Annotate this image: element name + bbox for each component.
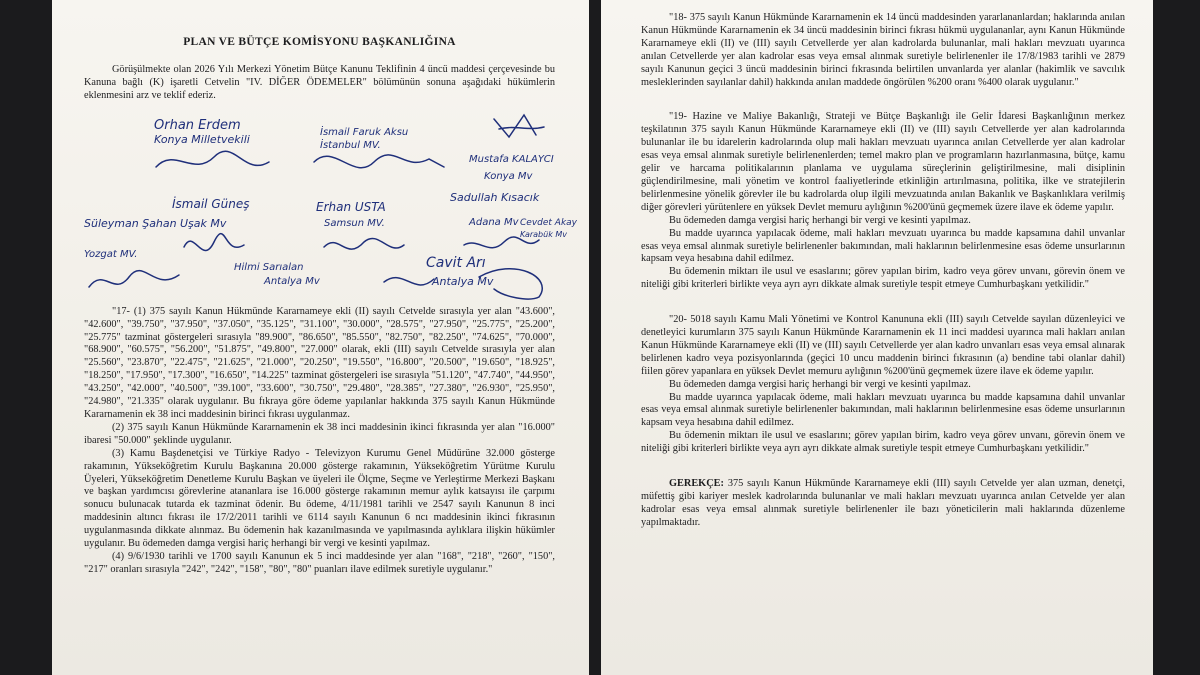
- article-20-tax: Bu ödemeden damga vergisi hariç herhangi bir vergi ve kesinti yapılmaz.: [669, 378, 971, 390]
- article-20-authority: Bu ödemenin miktarı ile usul ve esaslarını; görev yapılan birim, kadro veya görev unvanı, görevin önem ve niteliği gibi kriterleri birlikte veya ayrı ayrı dikkate almak suretiyle tespit etmeye Cumhurbaşkanı yetkilidir.": [641, 430, 1125, 455]
- signature-stroke: [384, 277, 434, 284]
- justification-paragraph: [641, 478, 1125, 530]
- article-17-para-1: "17- (1) 375 sayılı Kanun Hükmünde Kararnameye ekli (II) sayılı Cetvelde sırasıyla yer alan "43.600", "42.600", "39.750", "37.950", "37.050", "35.125", "31.100", "30.000", "28.575", "27.950", "25.775", "25.200", "25.775" tazminat göstergeleri sırasıyla "89.900", "86.650", "85.550", "82.750", "82.250", "74.625", "70.000", "68.900", "60.575", "56.200", "51.875", "49.800", "27.000" olarak, ekli (III) sayılı Cetvelde sırasıyla yer alan "25.560", "23.870", "22.475", "21.625", "21.000", "20.250", "19.550", "16.800", "20.500", "19.650", "18.925", "18.250", "17.950", "17.300", "16.650", "14.225" tazminat göstergeleri ise sırasıyla "51.120", "47.740", "44.950", "43.250", "42.000", "40.500", "39.100", "33.600", "30.750", "29.480", "28.385", "27.380", "26.930", "25.950", "24.980", "21.335" olarak uygulanır. Bu fıkraya göre ödeme yapılanlar hakkında 375 sayılı Kanun Hükmünde Kararnamenin ek 38 inci maddesinin birinci fıkrası uygulanmaz.: [84, 305, 555, 420]
- article-19-scope: Bu madde uyarınca yapılacak ödeme, mali hakları mevzuatı uyarınca bu madde kapsamına dahil unvanlar esas veya emsal alınmak suretiyle belirlenenler bakımından, mali haklarının belirlenmesine esas ödeme unsurlarının kapsam veya hesabına dahil edilmez.: [641, 227, 1125, 265]
- justification-text: 375 sayılı Kanun Hükmünde Kararnameye ekli (III) sayılı Cetvelde yer alan uzman, denetçi, müfettiş gibi kariyer meslek kadrolarında bulunanlar ve mali hakları mevzuatı uyarınca anılan Cetvelde yer alan kadrolar esas veya emsal alınmak suretiyle belirlenenler ile bazı yöneticilerin mali haklarında düzenleme yapılmaktadır.: [641, 478, 1125, 528]
- article-19: "19- Hazine ve Maliye Bakanlığı, Strateji ve Bütçe Başkanlığı ile Gelir İdaresi Başkanlığının merkez teşkilatının 375 sayılı Kanun Hükmünde Kararnameye ekli (II) ve (III) sayılı Cetvellerde yer alan kadrolarında bulunanlar ile bu idarelerin kadrolarında olup mali hakları mevzuatı uyarınca anılan Cetvellerde yer alan kadrolar esas veya emsal alınmak suretiyle belirlenenlerden; temel makro plan ve programların hazırlanmasına, bütçe, kamu gelir ve harcama politikalarının planlama ve uygulama süreçlerinin geliştirilmesine, mali disiplinin güçlendirilmesine, mali yönetim ve kontrol faaliyetlerinde etkinliğin artırılmasına, politika, ilke ve stratejilerin belirlenmesine yönelik görevler ile bu kadrolarda olup ilgili mevzuatında anılan Bakanlık ve Başkanlıklara verilmiş diğer görevleri yürütenlere en yüksek Devlet memuru aylığının %200'ünü geçmemek üzere ilave ek ödeme yapılır.: [641, 111, 1125, 213]
- signature-name: Sadullah Kısacık: [450, 190, 540, 204]
- left-page: [52, 0, 589, 675]
- signature-block: [84, 107, 577, 302]
- signature-name: Mustafa KALAYCI: [469, 153, 554, 165]
- signature-stroke: [156, 151, 269, 167]
- signature-province: Yozgat MV.: [84, 248, 138, 260]
- signature-province: Uşak Mv: [180, 216, 227, 230]
- signature-province: İstanbul MV.: [320, 139, 381, 151]
- intro-paragraph: Görüşülmekte olan 2026 Yılı Merkezi Yönetim Bütçe Kanunu Teklifinin 4 üncü maddesi çerçevesinde bu Kanuna bağlı (K) işaretli Cetvelin "IV. DİĞER ÖDEMELER" bölümünün sonuna aşağıdaki hükümlerin eklenmesini arz ve teklif ederiz.: [84, 64, 555, 101]
- signature-province: Konya Mv: [484, 170, 533, 182]
- article-19-authority: Bu ödemenin miktarı ile usul ve esaslarını; görev yapılan birim, kadro veya görev unvanı, görevin önem ve niteliği gibi kriterleri birlikte veya ayrı ayrı dikkate almak suretiyle tespit etmeye Cumhurbaşkanı yetkilidir.": [641, 266, 1125, 291]
- signature-name: İsmail Faruk Aksu: [320, 126, 409, 138]
- article-20: "20- 5018 sayılı Kamu Mali Yönetimi ve Kontrol Kanununa ekli (III) sayılı Cetvelde sayılan düzenleyici ve denetleyici kurumların 375 sayılı Kanun Hükmünde Kararnamenin ek 11 inci maddesi uyarınca mali hakları anılan Kanun Hükmünde Kararnameye ekli (II) ve (III) sayılı Cetvellerde yer alan kadro unvanları esas veya emsal alınarak belirlenen kadro veya pozisyonlarında (geçici 10 uncu maddenin birinci fıkrasının (a) bendine tabi olanlar dahil) fiilen görev yapanlara en yüksek Devlet memuru aylığının %200'ünü geçmemek üzere ilave ek ödeme yapılır.: [641, 314, 1125, 377]
- signatures-handwritten: [84, 107, 577, 302]
- signature-name: Erhan USTA: [316, 199, 386, 214]
- signature-province: Antalya Mv: [432, 274, 494, 288]
- signature-name: Cevdet Akay: [520, 217, 577, 228]
- justification-label: GEREKÇE:: [669, 478, 724, 490]
- signature-province: Karabük Mv: [520, 229, 568, 239]
- signature-name: Orhan Erdem: [154, 117, 241, 133]
- document-title: PLAN VE BÜTÇE KOMİSYONU BAŞKANLIĞINA: [183, 36, 456, 48]
- signature-province: Antalya Mv: [264, 275, 320, 287]
- article-17-para-3: (3) Kamu Başdenetçisi ve Türkiye Radyo - Televizyon Kurumu Genel Müdürüne 32.000 gösterge rakamının, Yükseköğretim Kurulu Başkanına 20.000 gösterge rakamının, Yükseköğretim Yürütme Kurulu Üyeleri, Yükseköğretim Denetleme Kurulu Başkan ve üyeleri ile Ölçme, Seçme ve Yerleştirme Merkezi Başkanı ve başkan yardımcısı görevlerine atananlara ise 16.000 gösterge rakamının memur aylık katsayısı ile çarpımı sonucu bulunacak tutarda ek tazminat ödenir. Bu ödeme, 4/11/1981 tarihli ve 2547 sayılı Kanunun 8 inci maddesinin altıncı fıkrası ile 17/2/2011 tarihli ve 6114 sayılı Kanunun 6 ncı maddesinin ikinci fıkrasının uygulanmasında dikkate alınmaz. Bu ödemenin hak kazanılmasında ve yapılmasında aylıklara ilişkin hükümler uygulanır. Bu ödemeden damga vergisi hariç herhangi bir vergi ve kesinti yapılmaz.: [84, 447, 555, 550]
- article-17-para-2: (2) 375 sayılı Kanun Hükmünde Kararnamenin ek 38 inci maddesinin ikinci fıkrasında yer alan "16.000" ibaresi "50.000" şeklinde uygulanır.: [84, 421, 555, 446]
- signature-province: Samsun MV.: [324, 217, 385, 229]
- signature-stroke: [184, 233, 244, 250]
- signature-stroke: [494, 115, 544, 137]
- signature-name: İsmail Güneş: [172, 196, 250, 211]
- signature-stroke: [89, 270, 179, 286]
- signature-name: Hilmi Sarıalan: [234, 261, 304, 273]
- signature-stroke: [314, 155, 444, 168]
- right-page: [601, 0, 1153, 675]
- article-19-tax: Bu ödemeden damga vergisi hariç herhangi bir vergi ve kesinti yapılmaz.: [669, 214, 971, 226]
- signature-name: Süleyman Şahan: [84, 216, 177, 230]
- signature-province: Adana Mv: [469, 216, 519, 228]
- article-17-para-4: (4) 9/6/1930 tarihli ve 1700 sayılı Kanunun ek 5 inci maddesinde yer alan "168", "218", "260", "150", "217" oranları sırasıyla "242", "242", "158", "80", "80" puanları ilave edilmek suretiyle uygulanır.": [84, 550, 555, 575]
- signature-name: Cavit Arı: [426, 254, 486, 271]
- signature-province: Konya Milletvekili: [154, 132, 250, 146]
- article-18: "18- 375 sayılı Kanun Hükmünde Kararnamenin ek 14 üncü maddesinden yararlananlardan; haklarında anılan Kanun Hükmünde Kararnamenin ek 34 üncü maddesinin birinci fıkrası hükmü uygulananlar, aynı Kanun Hükmünde Kararnameye ekli (II) ve (III) sayılı Cetvellerde yer alan kadrolarda bulunanlar, mali hakları mevzuatı uyarınca anılan Cetvellerde yer alan kadrolar esas veya emsal alınmak suretiyle belirlenenler ile 17/8/1983 tarihli ve 2879 sayılı Kanunun geçici 3 üncü maddesinin birinci fıkrasında belirtilen unvanlarda yer alanlar (hakimlik ve savcılık mesleklerinden sayılanlar dahil) hakkında anılan maddede öngörülen %200 oranı %400 olarak uygulanır.": [641, 12, 1125, 88]
- signature-stroke: [324, 238, 404, 249]
- article-20-scope: Bu madde uyarınca yapılacak ödeme, mali hakları mevzuatı uyarınca bu madde kapsamına dahil unvanlar esas veya emsal alınmak suretiyle belirlenenler bakımından, mali haklarının belirlenmesine esas ödeme unsurlarının kapsam veya hesabına dahil edilmez.: [641, 391, 1125, 429]
